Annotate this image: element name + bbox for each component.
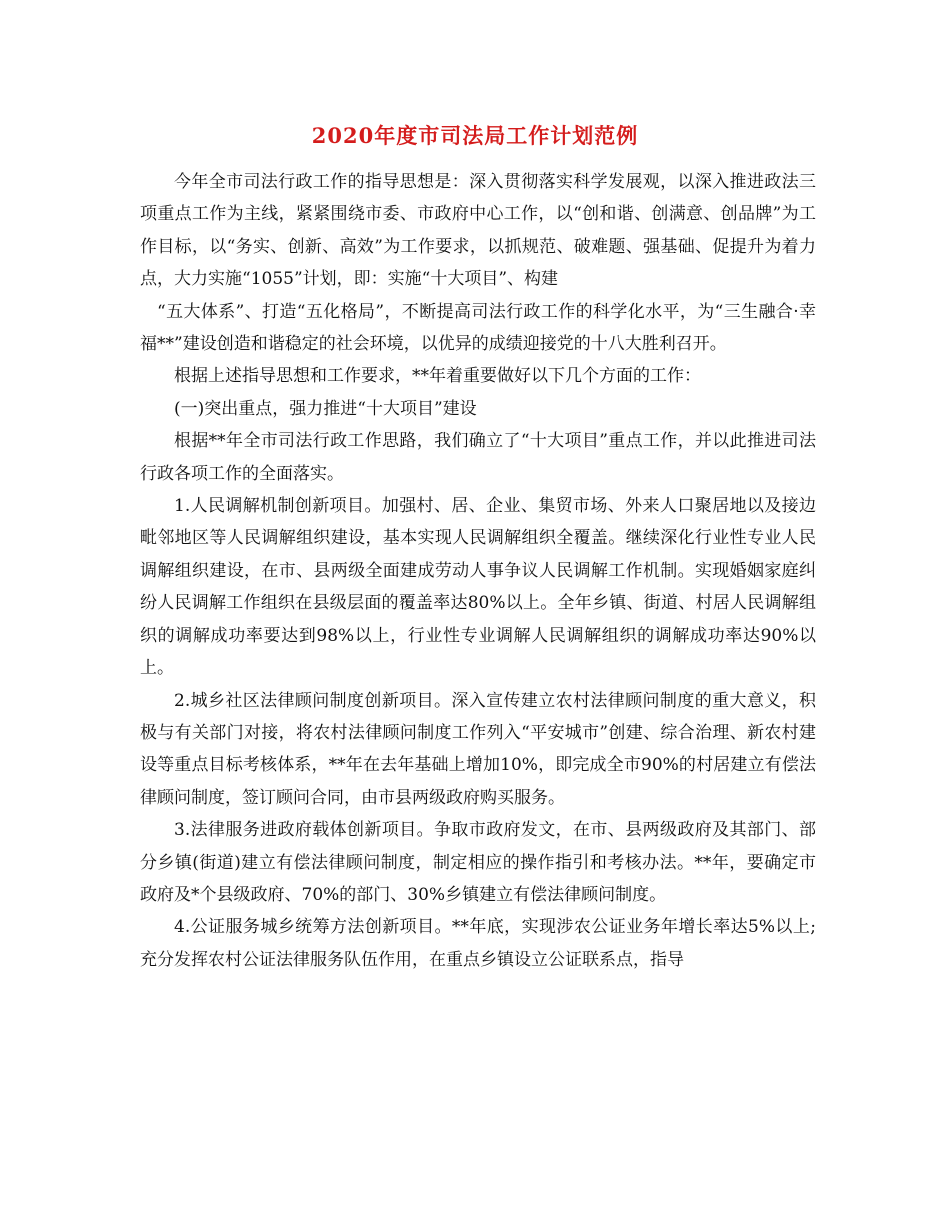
paragraph-guiding-thought: 今年全市司法行政工作的指导思想是：深入贯彻落实科学发展观，以深入推进政法三项重点工作为主线，紧紧围绕市委、市政府中心工作，以“创和谐、创满意、创品牌”为工作目标，以“务实、创新、高效”为工作要求，以抓规范、破难题、强基础、促提升为着力点，大力实施“1055”计划，即：实施“十大项目”、构建 [140, 172, 816, 290]
paragraph-item-2: 2.城乡社区法律顾问制度创新项目。深入宣传建立农村法律顾问制度的重大意义，积极与有关部门对接，将农村法律顾问制度工作列入“平安城市”创建、综合治理、新农村建设等重点目标考核体系，**年在去年基础上增加10%，即完成全市90%的村居建立有偿法律顾问制度，签订顾问合同，由市县两级政府购买服务。 [140, 690, 816, 808]
paragraph-item-3: 3.法律服务进政府载体创新项目。争取市政府发文，在市、县两级政府及其部门、部分乡镇(街道)建立有偿法律顾问制度，制定相应的操作指引和考核办法。**年，要确定市政府及*个县级政府、70%的部门、30%乡镇建立有偿法律顾问制度。 [140, 820, 816, 905]
paragraph-item-4: 4.公证服务城乡统筹方法创新项目。**年底，实现涉农公证业务年增长率达5%以上;充分发挥农村公证法律服务队伍作用，在重点乡镇设立公证联系点，指导 [140, 917, 816, 970]
paragraph-ten-projects: 根据**年全市司法行政工作思路，我们确立了“十大项目”重点工作，并以此推进司法行政各项工作的全面落实。 [140, 431, 816, 484]
paragraph-intro-tasks: 根据上述指导思想和工作要求，**年着重要做好以下几个方面的工作： [174, 366, 701, 387]
document-body [140, 166, 816, 976]
section-heading-1: (一)突出重点，强力推进“十大项目”建设 [174, 398, 477, 419]
page-title: 2020年度市司法局工作计划范例 [311, 123, 639, 148]
paragraph-guiding-thought-continued: “五大体系”、打造“五化格局”，不断提高司法行政工作的科学化水平，为“三生融合·幸福**”建设创造和谐稳定的社会环境，以优异的成绩迎接党的十八大胜利召开。 [140, 301, 816, 355]
paragraph-item-1: 1.人民调解机制创新项目。加强村、居、企业、集贸市场、外来人口聚居地以及接边毗邻地区等人民调解组织建设，基本实现人民调解组织全覆盖。继续深化行业性专业人民调解组织建设，在市、县两级全面建成劳动人事争议人民调解工作机制。实现婚姻家庭纠纷人民调解工作组织在县级层面的覆盖率达80%以上。全年乡镇、街道、村居人民调解组织的调解成功率要达到98%以上，行业性专业调解人民调解组织的调解成功率达90%以上。 [140, 496, 816, 679]
